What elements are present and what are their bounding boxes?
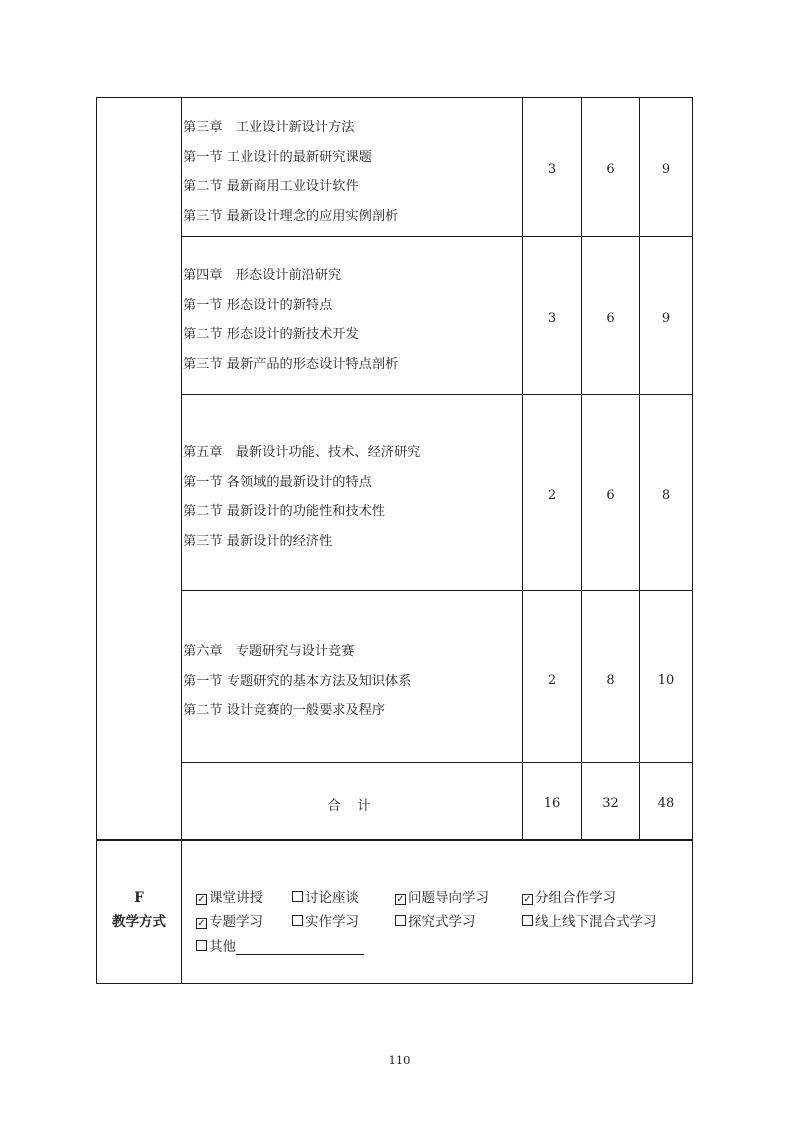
checkbox-empty-icon[interactable]	[522, 915, 533, 926]
option-other[interactable]	[196, 935, 364, 955]
section-line: 第二节 最新设计的功能性和技术性	[183, 504, 386, 519]
total-practice: 32	[602, 796, 619, 811]
option-label: 探究式学习	[408, 914, 476, 930]
section-line: 第三节 最新设计的经济性	[183, 533, 333, 549]
row-divider	[182, 762, 693, 763]
option-label: 其他	[209, 939, 236, 955]
table-left-border	[96, 97, 97, 984]
section-f-label	[96, 886, 182, 934]
chapter-content	[183, 438, 521, 556]
column-divider	[639, 97, 640, 840]
option-label: 问题导向学习	[408, 890, 489, 906]
option-inquiry[interactable]	[395, 910, 476, 930]
total-lecture: 16	[543, 796, 561, 811]
section-line: 第一节 各领域的最新设计的特点	[183, 474, 372, 490]
table-top-border	[96, 97, 693, 98]
option-label: 分组合作学习	[535, 890, 616, 906]
option-practical[interactable]	[292, 910, 359, 930]
hours-total: 10	[657, 673, 675, 688]
checkbox-empty-icon[interactable]	[196, 940, 207, 951]
hours-lecture: 2	[547, 673, 557, 688]
checkbox-empty-icon[interactable]	[292, 915, 303, 926]
section-line: 第三节 最新产品的形态设计特点剖析	[183, 356, 399, 372]
section-letter: F	[134, 890, 144, 906]
section-line: 第二节 最新商用工业设计软件	[183, 179, 359, 194]
option-label: 讨论座谈	[305, 890, 359, 906]
chapter-content	[183, 261, 521, 379]
column-divider	[522, 97, 523, 840]
row-divider	[182, 590, 693, 591]
table-right-border	[692, 97, 693, 984]
section-divider	[96, 839, 693, 841]
table-bottom-border	[96, 983, 693, 984]
chapter-content	[183, 637, 521, 726]
hours-total: 9	[661, 311, 671, 326]
checkbox-empty-icon[interactable]	[292, 891, 303, 902]
option-group-cooperative[interactable]	[522, 886, 616, 906]
column-divider	[181, 97, 182, 984]
total-label: 合 计	[327, 798, 377, 814]
hours-practice: 6	[606, 488, 615, 503]
page-number: 110	[388, 1053, 411, 1067]
section-title: 教学方式	[112, 914, 166, 930]
hours-practice: 8	[606, 673, 615, 688]
checkbox-empty-icon[interactable]	[395, 915, 406, 926]
hours-total: 8	[661, 488, 671, 503]
option-label: 课堂讲授	[209, 890, 263, 906]
section-line: 第一节 形态设计的新特点	[183, 297, 333, 313]
option-label: 专题学习	[209, 914, 263, 930]
option-label: 实作学习	[305, 914, 359, 930]
chapter-title: 第六章 专题研究与设计竞赛	[183, 644, 355, 659]
option-label: 线上线下混合式学习	[535, 914, 657, 930]
total-hours: 48	[657, 796, 675, 811]
option-discussion[interactable]	[292, 886, 359, 906]
checkbox-checked-icon[interactable]: ✓	[197, 918, 206, 929]
other-blank-field[interactable]	[236, 940, 364, 955]
chapter-content	[183, 113, 521, 231]
hours-lecture: 3	[547, 162, 557, 177]
checkbox-checked-icon[interactable]: ✓	[197, 894, 206, 905]
hours-lecture: 2	[547, 488, 557, 503]
option-topic[interactable]	[196, 910, 263, 930]
row-divider	[182, 236, 693, 237]
section-line: 第二节 设计竞赛的一般要求及程序	[183, 703, 386, 718]
checkbox-checked-icon[interactable]: ✓	[523, 894, 532, 905]
row-divider	[182, 394, 693, 395]
column-divider	[581, 97, 582, 840]
hours-practice: 6	[606, 162, 615, 177]
chapter-title: 第四章 形态设计前沿研究	[183, 268, 342, 283]
section-line: 第三节 最新设计理念的应用实例剖析	[183, 208, 399, 224]
option-blended[interactable]	[522, 910, 657, 930]
chapter-title: 第五章 最新设计功能、技术、经济研究	[183, 445, 421, 460]
section-line: 第二节 形态设计的新技术开发	[183, 327, 359, 342]
hours-total: 9	[661, 162, 671, 177]
hours-lecture: 3	[547, 311, 557, 326]
hours-practice: 6	[606, 311, 615, 326]
section-line: 第一节 工业设计的最新研究课题	[183, 149, 372, 165]
checkbox-checked-icon[interactable]: ✓	[396, 894, 405, 905]
option-lecture[interactable]	[196, 886, 263, 906]
option-problem-based[interactable]	[395, 886, 489, 906]
chapter-title: 第三章 工业设计新设计方法	[183, 120, 355, 135]
section-line: 第一节 专题研究的基本方法及知识体系	[183, 673, 412, 689]
